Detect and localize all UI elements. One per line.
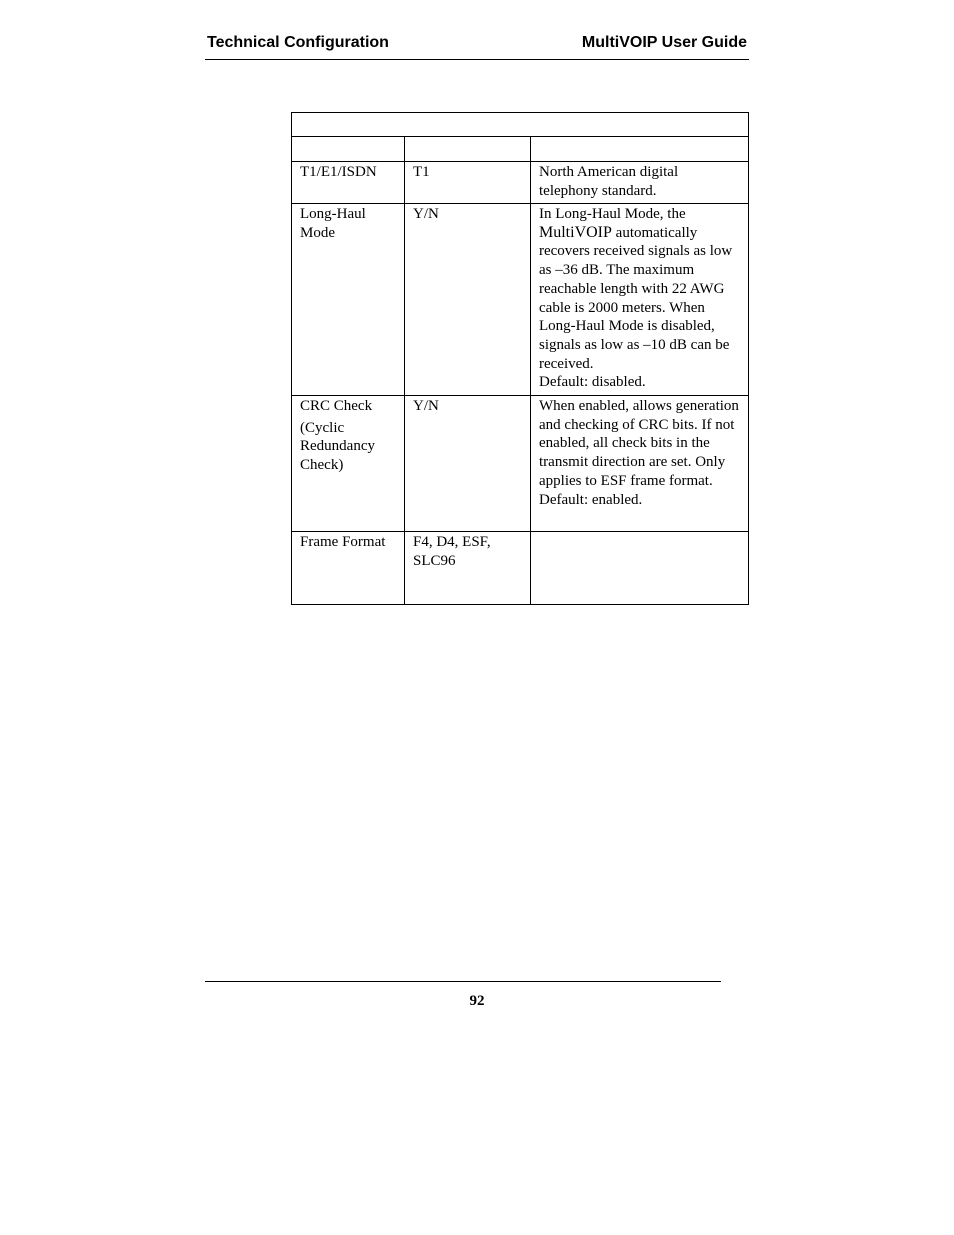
values-cell: Y/N: [405, 204, 531, 396]
table-row: [292, 532, 749, 605]
description-cell: North American digital telephony standard.: [531, 162, 749, 204]
description-text: automatically recovers received signals as low as –36 dB. The maximum reachable length with 22 AWG cable is 2000 meters. When Long-Haul Mode is disabled, signals as low as –10 dB can be received.: [539, 224, 733, 372]
table-title-cell: [292, 113, 749, 137]
description-text: In Long-Haul Mode, the: [539, 206, 686, 222]
parameter-note: (Cyclic Redundancy Check): [300, 419, 375, 474]
column-header-description: [531, 137, 749, 162]
footer-divider: [205, 981, 721, 982]
description-cell: [531, 204, 749, 396]
product-name: MultiVOIP: [539, 223, 612, 241]
column-header-parameter: [292, 137, 405, 162]
t1-parameters-table: [291, 112, 749, 605]
parameter-cell: Long-Haul Mode: [292, 204, 405, 396]
table-row: [292, 162, 749, 204]
running-header-guide-title: MultiVOIP User Guide: [581, 34, 747, 51]
description-cell: [531, 532, 749, 605]
default-value-text: Default: enabled.: [539, 491, 643, 508]
header-divider: [205, 59, 749, 60]
table-row: [292, 204, 749, 396]
values-cell: F4, D4, ESF, SLC96: [405, 532, 531, 605]
parameter-cell: Frame Format: [292, 532, 405, 605]
description-text: When enabled, allows generation and checking of CRC bits. If not enabled, all check bits in the transmit direction are set. Only applies to ESF frame format.: [539, 398, 739, 489]
column-header-values: [405, 137, 531, 162]
running-header-section-title: Technical Configuration: [207, 34, 389, 51]
values-cell: Y/N: [405, 396, 531, 532]
description-cell: [531, 396, 749, 532]
parameter-name: CRC Check: [300, 398, 373, 414]
table-column-header-row: [292, 137, 749, 162]
values-cell: T1: [405, 162, 531, 204]
table-title-row: [292, 113, 749, 137]
default-value-text: Default: disabled.: [539, 374, 646, 391]
page-number: 92: [469, 993, 485, 1009]
parameter-cell: T1/E1/ISDN: [292, 162, 405, 204]
parameter-cell: [292, 396, 405, 532]
table-row: [292, 396, 749, 532]
